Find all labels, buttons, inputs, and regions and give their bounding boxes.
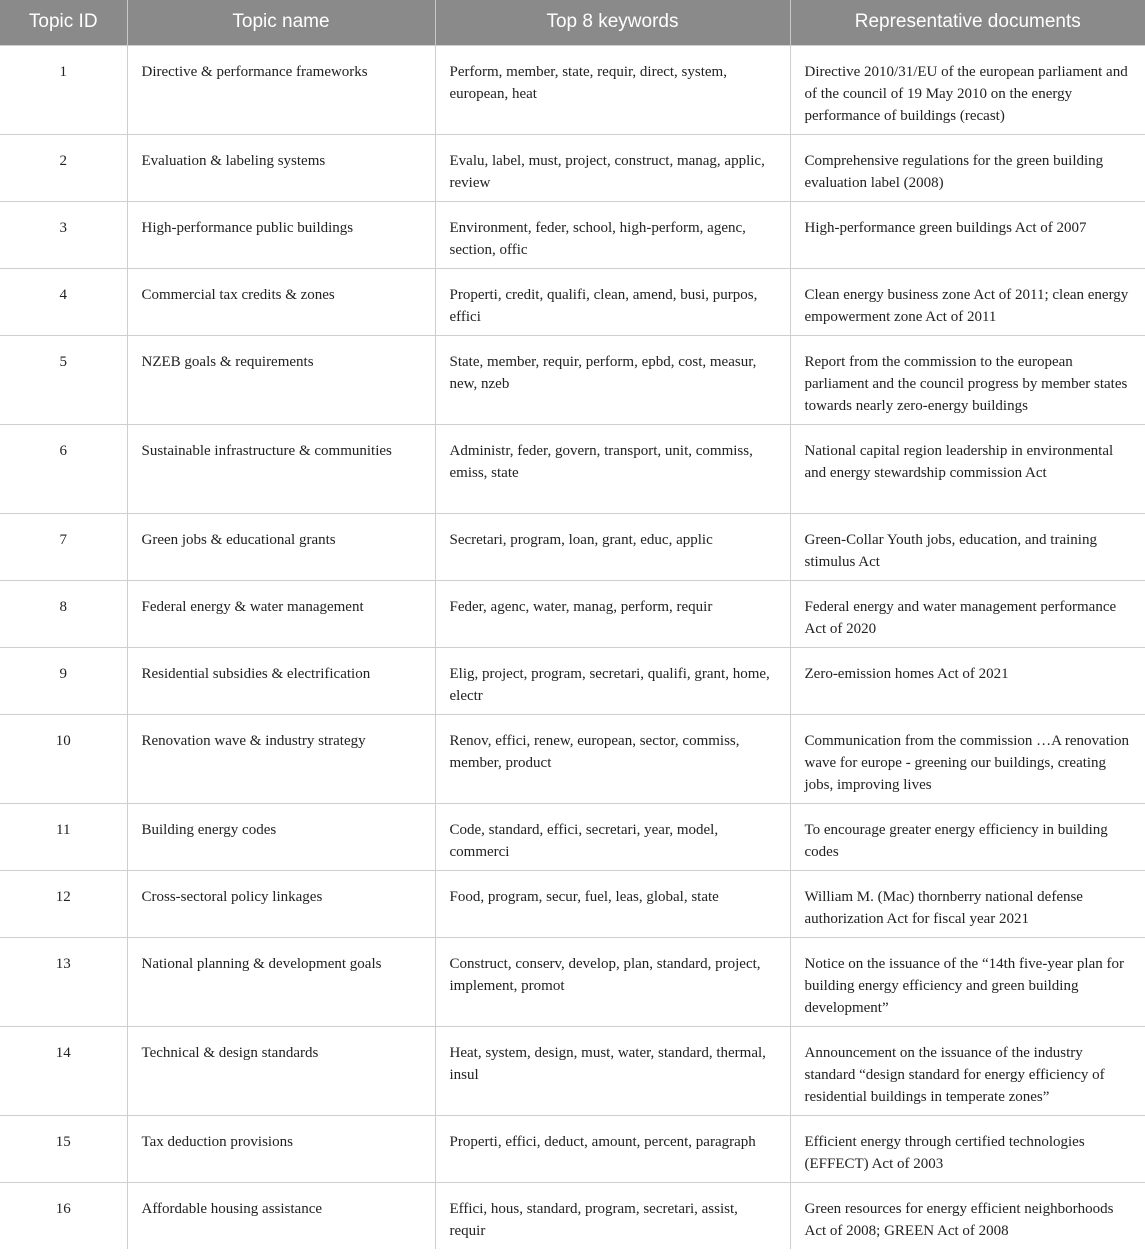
document-cell: Green resources for energy efficient neighborhoods Act of 2008; GREEN Act of 2008 [790,1182,1145,1249]
header-row [0,0,1145,45]
table-row [0,1026,1145,1115]
keywords-cell: Food, program, secur, fuel, leas, global, state [435,870,790,937]
topic-name-cell: Affordable housing assistance [127,1182,435,1249]
keywords-cell: Properti, effici, deduct, amount, percent, paragraph [435,1115,790,1182]
header-topic-name: Topic name [127,0,435,45]
topic-name-cell: Technical & design standards [127,1026,435,1115]
table-row [0,201,1145,268]
keywords-cell: Secretari, program, loan, grant, educ, applic [435,513,790,580]
topic-name-cell: Sustainable infrastructure & communities [127,424,435,513]
topic-name-cell: Commercial tax credits & zones [127,268,435,335]
topic-id-cell: 16 [0,1182,127,1249]
table-row [0,134,1145,201]
keywords-cell: Administr, feder, govern, transport, unit, commiss, emiss, state [435,424,790,513]
table-row [0,1182,1145,1249]
topic-id-cell: 9 [0,647,127,714]
header-documents: Representative documents [790,0,1145,45]
header-keywords: Top 8 keywords [435,0,790,45]
topic-id-cell: 10 [0,714,127,803]
topic-name-cell: Residential subsidies & electrification [127,647,435,714]
table-row [0,45,1145,134]
document-cell: Efficient energy through certified technologies (EFFECT) Act of 2003 [790,1115,1145,1182]
topic-name-cell: Green jobs & educational grants [127,513,435,580]
topic-id-cell: 2 [0,134,127,201]
keywords-cell: Heat, system, design, must, water, standard, thermal, insul [435,1026,790,1115]
topic-name-cell: Renovation wave & industry strategy [127,714,435,803]
document-cell: William M. (Mac) thornberry national defense authorization Act for fiscal year 2021 [790,870,1145,937]
keywords-cell: Feder, agenc, water, manag, perform, requir [435,580,790,647]
keywords-cell: Properti, credit, qualifi, clean, amend, busi, purpos, effici [435,268,790,335]
document-cell: To encourage greater energy efficiency in building codes [790,803,1145,870]
topic-id-cell: 6 [0,424,127,513]
topic-id-cell: 15 [0,1115,127,1182]
topic-name-cell: High-performance public buildings [127,201,435,268]
keywords-cell: Construct, conserv, develop, plan, standard, project, implement, promot [435,937,790,1026]
topic-id-cell: 11 [0,803,127,870]
document-cell: Federal energy and water management performance Act of 2020 [790,580,1145,647]
table-row [0,424,1145,513]
document-cell: Clean energy business zone Act of 2011; clean energy empowerment zone Act of 2011 [790,268,1145,335]
topic-id-cell: 13 [0,937,127,1026]
keywords-cell: Effici, hous, standard, program, secretari, assist, requir [435,1182,790,1249]
document-cell: High-performance green buildings Act of 2007 [790,201,1145,268]
document-cell: Report from the commission to the european parliament and the council progress by member states towards nearly zero-energy buildings [790,335,1145,424]
document-cell: Announcement on the issuance of the industry standard “design standard for energy efficiency of residential buildings in temperate zones” [790,1026,1145,1115]
topic-id-cell: 1 [0,45,127,134]
keywords-cell: Code, standard, effici, secretari, year, model, commerci [435,803,790,870]
document-cell: National capital region leadership in environmental and energy stewardship commission Act [790,424,1145,513]
table-row [0,1115,1145,1182]
topic-id-cell: 7 [0,513,127,580]
topic-name-cell: Federal energy & water management [127,580,435,647]
document-cell: Zero-emission homes Act of 2021 [790,647,1145,714]
topic-id-cell: 14 [0,1026,127,1115]
topic-name-cell: Tax deduction provisions [127,1115,435,1182]
keywords-cell: Perform, member, state, requir, direct, system, european, heat [435,45,790,134]
keywords-cell: State, member, requir, perform, epbd, cost, measur, new, nzeb [435,335,790,424]
document-cell: Notice on the issuance of the “14th five-year plan for building energy efficiency and green building development” [790,937,1145,1026]
keywords-cell: Renov, effici, renew, european, sector, commiss, member, product [435,714,790,803]
topic-id-cell: 4 [0,268,127,335]
topic-name-cell: Cross-sectoral policy linkages [127,870,435,937]
table-row [0,513,1145,580]
table-row [0,647,1145,714]
topic-name-cell: Directive & performance frameworks [127,45,435,134]
document-cell: Directive 2010/31/EU of the european parliament and of the council of 19 May 2010 on the energy performance of buildings (recast) [790,45,1145,134]
topic-id-cell: 5 [0,335,127,424]
table-body [0,45,1145,1249]
table-row [0,335,1145,424]
table-row [0,268,1145,335]
table-row [0,580,1145,647]
topic-name-cell: Evaluation & labeling systems [127,134,435,201]
topic-id-cell: 3 [0,201,127,268]
table-row [0,803,1145,870]
topic-id-cell: 8 [0,580,127,647]
table-row [0,714,1145,803]
keywords-cell: Evalu, label, must, project, construct, manag, applic, review [435,134,790,201]
table-row [0,937,1145,1026]
document-cell: Comprehensive regulations for the green building evaluation label (2008) [790,134,1145,201]
topic-id-cell: 12 [0,870,127,937]
document-cell: Communication from the commission …A renovation wave for europe - greening our buildings, creating jobs, improving lives [790,714,1145,803]
table-row [0,870,1145,937]
topic-name-cell: Building energy codes [127,803,435,870]
topic-name-cell: National planning & development goals [127,937,435,1026]
keywords-cell: Environment, feder, school, high-perform, agenc, section, offic [435,201,790,268]
keywords-cell: Elig, project, program, secretari, qualifi, grant, home, electr [435,647,790,714]
header-topic-id: Topic ID [0,0,127,45]
document-cell: Green-Collar Youth jobs, education, and training stimulus Act [790,513,1145,580]
topic-name-cell: NZEB goals & requirements [127,335,435,424]
